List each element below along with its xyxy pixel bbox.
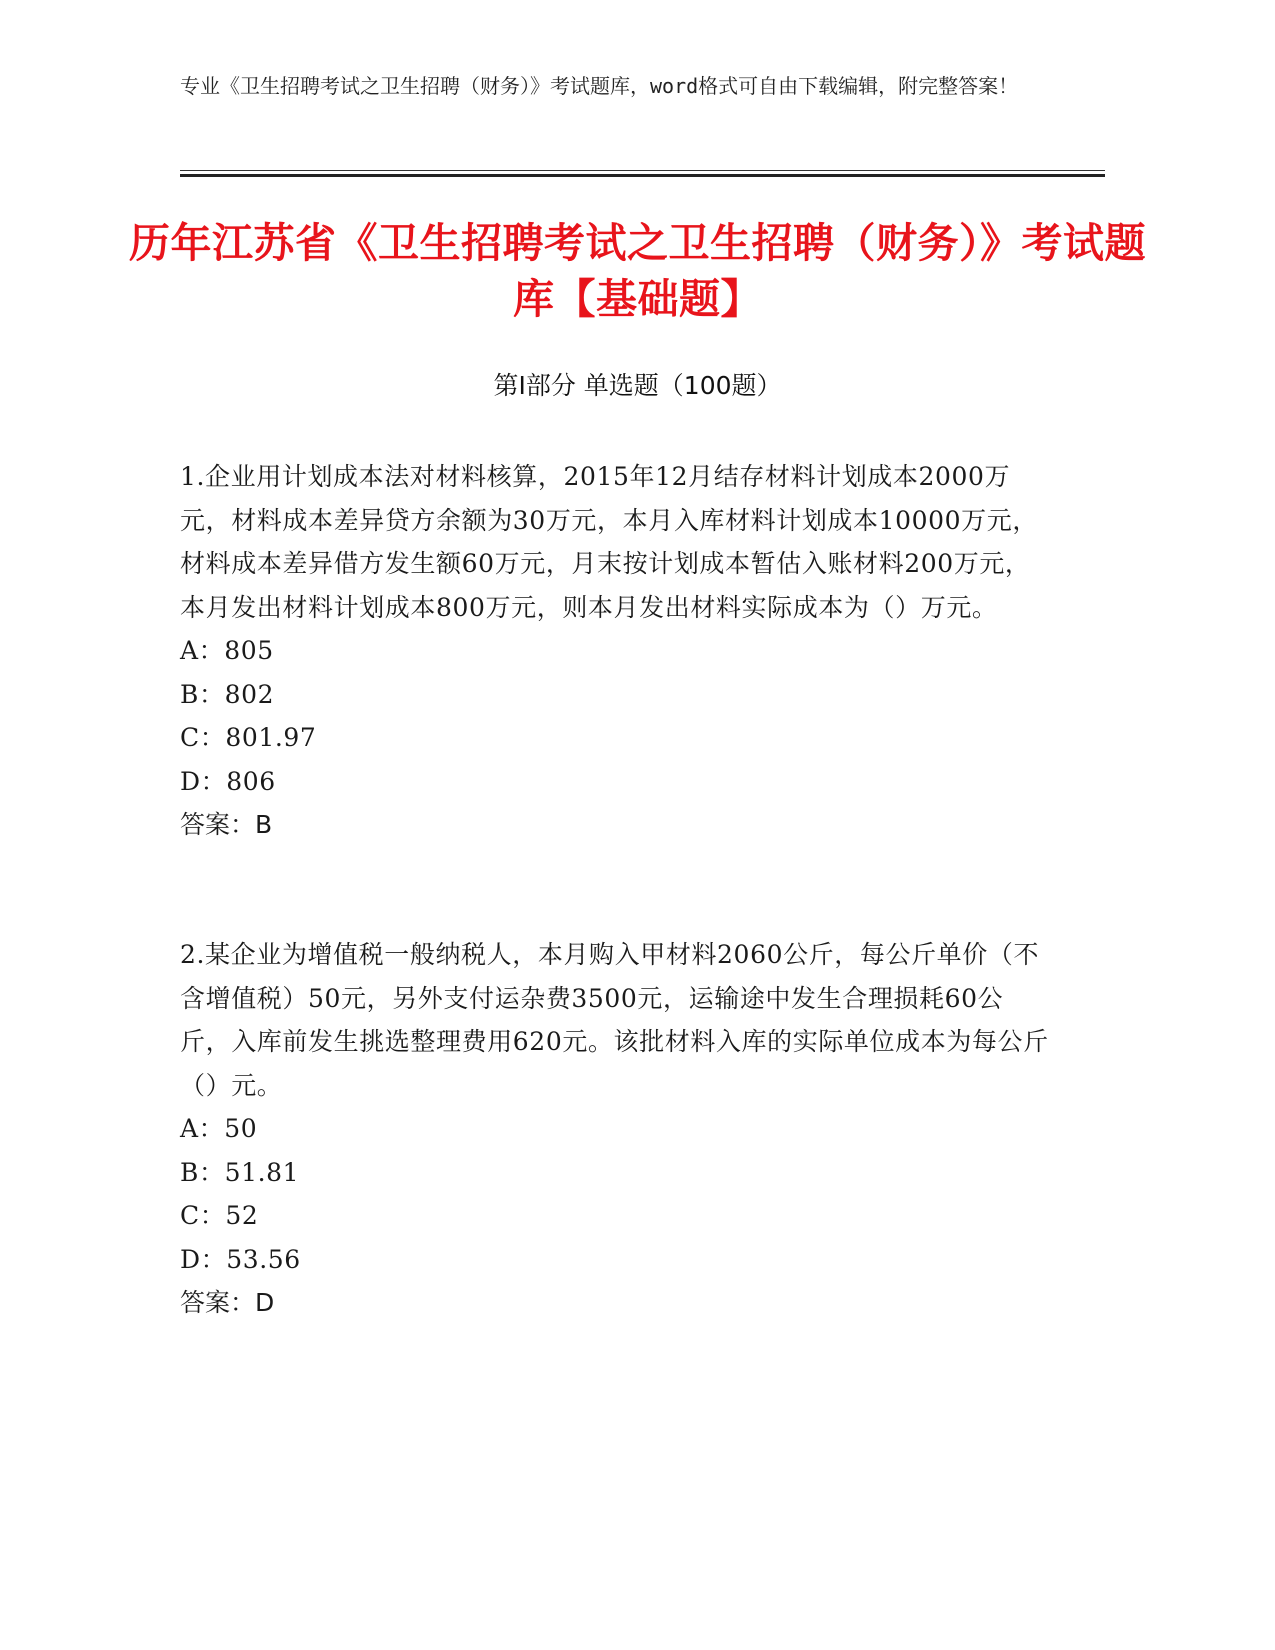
option-c: C：801.97 (180, 723, 317, 752)
header-note: 专业《卫生招聘考试之卫生招聘（财务）》考试题库，word格式可自由下载编辑，附完整答案！ (180, 74, 1019, 98)
question-stem: 2.某企业为增值税一般纳税人，本月购入甲材料2060公斤，每公斤单价（不含增值税）50元，另外支付运杂费3500元，运输途中发生合理损耗60公斤，入库前发生挑选整理费用620元。该批材料入库的实际单位成本为每公斤（）元。 (180, 940, 1049, 1100)
question-stem: 1.企业用计划成本法对材料核算，2015年12月结存材料计划成本2000万元，材料成本差异贷方余额为30万元，本月入库材料计划成本10000万元，材料成本差异借方发生额60万元，月末按计划成本暂估入账材料200万元，本月发出材料计划成本800万元，则本月发出材料实际成本为（）万元。 (180, 462, 1038, 622)
question-2 (180, 933, 1050, 1325)
option-a: A：50 (180, 1114, 258, 1143)
option-d: D：806 (180, 766, 276, 796)
header-rule-thin (180, 170, 1105, 171)
question-1 (180, 455, 1050, 847)
option-b: B：51.81 (180, 1157, 300, 1187)
option-c: C：52 (180, 1201, 259, 1230)
answer-line: 答案：B (180, 810, 273, 839)
option-a: A：805 (180, 636, 274, 665)
option-b: B：802 (180, 679, 275, 709)
header-rule-thick (180, 174, 1105, 177)
document-title: 历年江苏省《卫生招聘考试之卫生招聘（财务）》考试题库【基础题】 (129, 219, 1146, 323)
answer-line: 答案：D (180, 1288, 275, 1317)
option-d: D：53.56 (180, 1244, 301, 1274)
section-title: 第I部分 单选题（100题） (493, 371, 782, 400)
